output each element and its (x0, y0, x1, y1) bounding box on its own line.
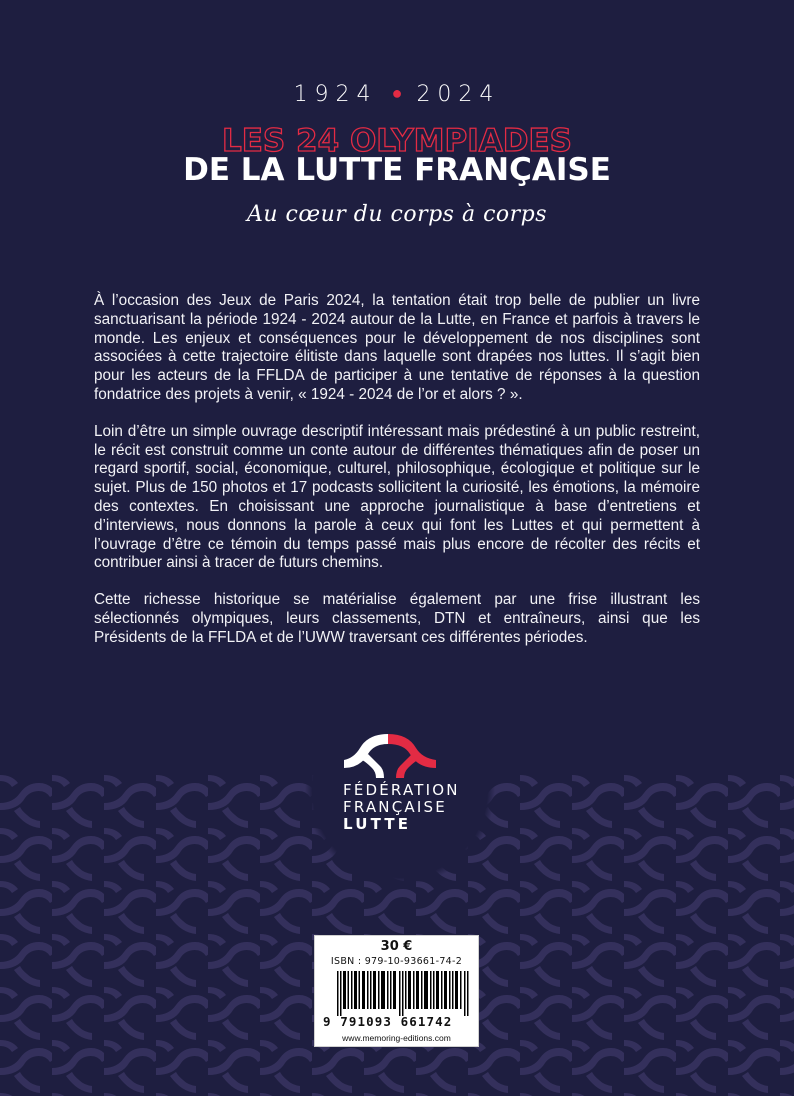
price: 30 € (380, 939, 413, 954)
logo-line-2: FRANÇAISE (343, 798, 447, 816)
year-start: 1924 (293, 82, 378, 107)
year-end: 2024 (416, 82, 501, 107)
barcode-icon (337, 971, 469, 1016)
federation-logo (330, 730, 470, 840)
title-main-line: DE LA LUTTE FRANÇAISE (183, 152, 611, 188)
title-outline-line: LES 24 OLYMPIADES (221, 123, 573, 159)
ean-digits: 9 791093 661742 (323, 1014, 453, 1029)
blurb-paragraph-1: À l’occasion des Jeux de Paris 2024, la tentation était trop belle de publier un livre sanctuarisant la période 1924 - 2024 autour de la Lutte, en France et parfois à travers le monde. Les enjeux et conséquences pour le développement de nos disciplines sont associées à cette trajectoire élitiste dans laquelle sont drapées nos luttes. Il s’agit bien pour les acteurs de la FFLDA de participer à une tentative de réponses à la question fondatrice des projets à venir, « 1924 - 2024 de l’or et alors ? ». (94, 292, 700, 403)
logo-line-1: FÉDÉRATION (343, 781, 460, 799)
subtitle: Au cœur du corps à corps (246, 202, 548, 227)
barcode-panel (314, 935, 479, 1047)
years-range (0, 82, 794, 107)
publisher-website: www.memoring-editions.com (342, 1033, 451, 1043)
blurb-paragraph-3: Cette richesse historique se matérialise également par une frise illustrant les sélectionnés olympiques, leurs classements, DTN et entraîneurs, ainsi que les Présidents de la FFLDA et de l’UWW traversant ces différentes périodes. (94, 591, 700, 646)
logo-line-3: LUTTE (343, 815, 412, 833)
back-cover-blurb (94, 292, 700, 666)
wrestling-arcs-icon (340, 730, 450, 780)
isbn: ISBN : 979-10-93661-74-2 (330, 956, 463, 967)
bullet-dot-icon: ● (391, 83, 403, 104)
blurb-paragraph-2: Loin d’être un simple ouvrage descriptif intéressant mais prédestiné à un public restreint, le récit est construit comme un conte autour de différentes thématiques afin de poser un regard sportif, social, économique, culturel, philosophique, écologique et politique sur le sujet. Plus de 150 photos et 17 podcasts sollicitent la curiosité, les émotions, la mémoire des contextes. En choisissant une approche journalistique à base d’entretiens et d’interviews, nous donnons la parole à ceux qui font les Luttes et qui permettent à l’ouvrage d’être ce témoin du temps passé mais plus encore de récolter des récits et contribuer ainsi à tracer de futurs chemins. (94, 422, 700, 572)
federation-name (343, 782, 460, 833)
